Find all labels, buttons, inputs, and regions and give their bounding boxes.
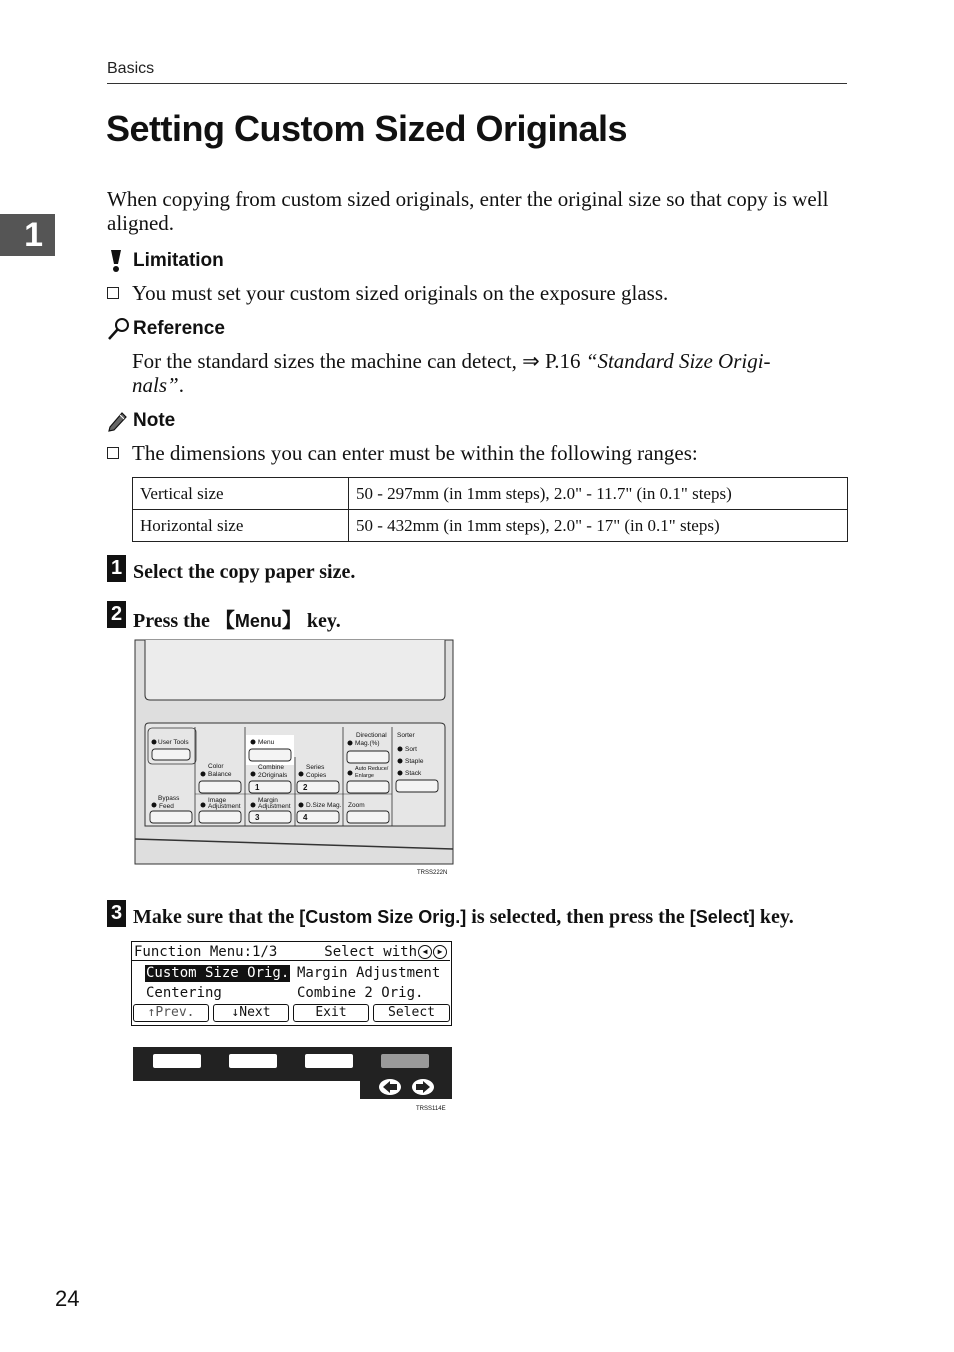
chapter-tab: 1 [0, 214, 55, 256]
image-label: Image [208, 797, 227, 804]
table-row [133, 478, 848, 510]
user-tools-label: User Tools [158, 739, 189, 746]
lcd-option-custom-size[interactable]: Custom Size Orig. [146, 965, 290, 981]
bracket-close: 】 [281, 610, 302, 632]
margin-adjustment-label: Adjustment [258, 803, 291, 810]
image-adjustment-label: Adjustment [208, 803, 241, 810]
copies-label: Copies [306, 772, 327, 779]
menu-key-name: Menu [234, 611, 282, 631]
table-cell-value: 50 - 297mm (in 1mm steps), 2.0" - 11.7" (in 0.1" steps) [349, 478, 848, 510]
hardware-key-2[interactable] [229, 1054, 277, 1068]
staple-label: Staple [405, 758, 424, 765]
note-block [107, 410, 175, 432]
balance-label: Balance [208, 771, 232, 778]
custom-size-key-name: [Custom Size Orig.] [299, 907, 467, 927]
menu-label: Menu [258, 739, 275, 746]
lcd-softkey-exit[interactable]: Exit [293, 1004, 369, 1022]
select-key-name: [Select] [689, 907, 755, 927]
table-cell-label: Horizontal size [133, 510, 349, 542]
bracket-open: 【 [214, 610, 235, 632]
step-text-mid: is selected, then press the [466, 906, 690, 928]
table-row [133, 510, 848, 542]
reference-block [107, 317, 225, 341]
figure-code: TRSS222N [417, 870, 448, 876]
two-originals-label: 2Originals [258, 772, 288, 779]
reference-suffix: . [178, 373, 184, 397]
color-balance-button[interactable] [199, 781, 241, 793]
dsize-mag-label: D.Size Mag. [306, 802, 342, 809]
page-title: Setting Custom Sized Originals [106, 108, 628, 149]
header-rule [107, 83, 847, 84]
reference-link-cont[interactable]: nals” [132, 373, 179, 397]
reference-prefix: For the standard sizes the machine can detect, ⇒ P.16 [132, 349, 586, 373]
sort-label: Sort [405, 746, 417, 753]
mag-button[interactable] [347, 751, 389, 763]
step-text-before: Make sure that the [133, 906, 300, 928]
reference-link[interactable]: “Standard Size Origi- [585, 349, 771, 373]
image-adjustment-button[interactable] [199, 811, 241, 823]
menu-button[interactable] [249, 749, 291, 761]
bypass-label: Bypass [158, 795, 180, 802]
lcd-select-hint [324, 943, 447, 961]
step-text: Select the copy paper size. [133, 561, 356, 583]
lcd-option-centering[interactable]: Centering [146, 985, 222, 1001]
step-badge: 3 [107, 900, 126, 927]
step-1 [107, 553, 355, 584]
lcd-title: Function Menu:1/3 [134, 944, 278, 960]
feed-label: Feed [159, 803, 174, 810]
key-3-label: 3 [255, 813, 260, 822]
limitation-heading: Limitation [133, 250, 224, 271]
directional-label: Directional [356, 732, 387, 739]
reference-heading: Reference [133, 318, 225, 339]
intro-paragraph: When copying from custom sized originals, enter the original size so that copy is well aligned. [107, 187, 829, 235]
hardware-key-1[interactable] [153, 1054, 201, 1068]
combine-label: Combine [258, 764, 285, 771]
note-text: The dimensions you can enter must be within the following ranges: [132, 441, 698, 465]
step-text-after: key. [754, 906, 794, 928]
reference-text [132, 349, 848, 397]
lcd-figure-code: TRSS114E [416, 1106, 446, 1112]
stack-label: Stack [405, 770, 422, 777]
checkbox-bullet-icon [107, 447, 119, 459]
margin-label: Margin [258, 797, 278, 804]
lcd-display [131, 941, 452, 1026]
auto-reduce-label: Auto Reduce/ [355, 766, 389, 772]
lcd-softkey-select[interactable]: Select [373, 1004, 450, 1022]
lcd-select-hint-text: Select with [324, 944, 417, 960]
zoom-label: Zoom [348, 802, 365, 809]
lcd-option-combine[interactable]: Combine 2 Orig. [297, 985, 424, 1001]
limitation-block [107, 249, 224, 273]
zoom-button[interactable] [347, 811, 389, 823]
auto-reduce-button[interactable] [347, 781, 389, 793]
table-cell-label: Vertical size [133, 478, 349, 510]
pencil-icon [107, 410, 129, 432]
hardware-key-3[interactable] [305, 1054, 353, 1068]
note-heading: Note [133, 410, 176, 431]
magnifier-icon [107, 317, 131, 341]
table-cell-value: 50 - 432mm (in 1mm steps), 2.0" - 17" (in 0.1" steps) [349, 510, 848, 542]
step-text-before: Press the [133, 610, 215, 632]
sorter-label: Sorter [397, 732, 415, 739]
key-2-label: 2 [303, 783, 308, 792]
series-label: Series [306, 764, 325, 771]
lcd-hardware-keys [131, 1045, 454, 1115]
page-number: 24 [55, 1286, 80, 1311]
checkbox-bullet-icon [107, 287, 119, 299]
step-text [133, 906, 794, 929]
step-text [133, 604, 341, 633]
right-arrow-icon: ▶ [433, 945, 447, 959]
ranges-table [132, 477, 848, 542]
step-text-after: key. [301, 610, 341, 632]
step-2 [107, 596, 341, 633]
lcd-option-margin-adjustment[interactable]: Margin Adjustment [297, 965, 441, 981]
user-tools-button[interactable] [152, 749, 190, 760]
section-label: Basics [107, 60, 155, 77]
step-3 [107, 898, 852, 929]
limitation-item [107, 281, 847, 305]
hardware-key-select[interactable] [381, 1054, 429, 1068]
enlarge-label: Enlarge [355, 773, 374, 779]
color-label: Color [208, 763, 224, 770]
bypass-feed-button[interactable] [150, 811, 192, 823]
limitation-text: You must set your custom sized originals on the exposure glass. [132, 281, 669, 305]
left-arrow-icon: ◀ [418, 945, 432, 959]
sorter-button[interactable] [396, 780, 438, 792]
step-badge: 1 [107, 555, 126, 582]
key-1-label: 1 [255, 783, 260, 792]
control-panel-illustration [134, 639, 456, 879]
lcd-softkey-next[interactable]: ↓Next [213, 1004, 289, 1022]
key-4-label: 4 [303, 813, 308, 822]
step-badge: 2 [107, 601, 126, 628]
note-item [107, 441, 847, 465]
exclamation-icon [107, 249, 125, 273]
lcd-softkey-prev[interactable]: ↑Prev. [133, 1004, 209, 1022]
mag-label: Mag.(%) [355, 740, 380, 747]
